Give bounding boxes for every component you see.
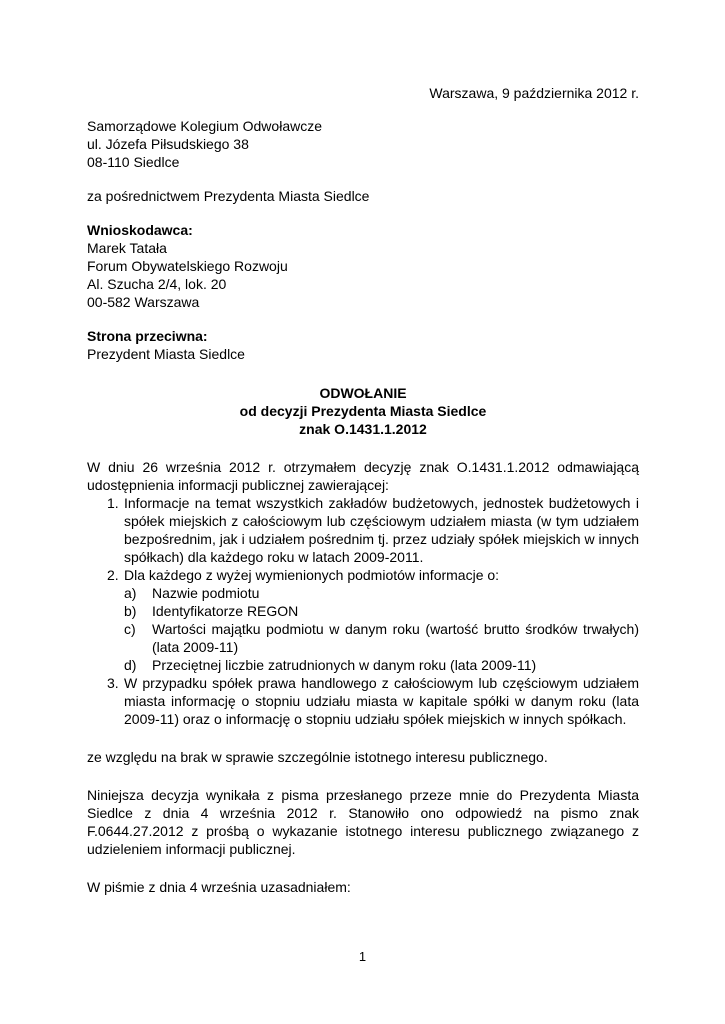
sub-list-item xyxy=(124,602,639,620)
applicant-line: Al. Szucha 2/4, lok. 20 xyxy=(87,276,227,292)
title-line: od decyzji Prezydenta Miasta Siedlce xyxy=(239,403,487,419)
list-item-number: 1. xyxy=(107,495,119,511)
justification-intro: W piśmie z dnia 4 września uzasadniałem: xyxy=(87,879,351,895)
applicant-label: Wnioskodawca: xyxy=(87,222,193,238)
sub-list-item xyxy=(124,584,639,602)
applicant-line: 00-582 Warszawa xyxy=(87,294,200,310)
applicant-line: Marek Tatała xyxy=(87,240,167,256)
opponent-label: Strona przeciwna: xyxy=(87,328,208,344)
sub-item-letter: d) xyxy=(124,657,137,673)
recipient-line: Samorządowe Kolegium Odwoławcze xyxy=(87,118,322,134)
intro-paragraph xyxy=(87,458,639,728)
title-line: ODWOŁANIE xyxy=(319,385,407,401)
opponent-line: Prezydent Miasta Siedlce xyxy=(87,346,245,362)
page-number: 1 xyxy=(358,949,367,964)
list-item xyxy=(87,494,639,566)
list-item-number: 3. xyxy=(107,675,119,691)
recipient-line: ul. Józefa Piłsudskiego 38 xyxy=(87,136,249,152)
list-item xyxy=(87,674,639,728)
opponent-block xyxy=(87,327,639,363)
sub-item-text: Identyfikatorze REGON xyxy=(152,603,299,619)
sub-item-letter: c) xyxy=(124,621,136,637)
applicant-block xyxy=(87,221,639,311)
list-item-text: W przypadku spółek prawa handlowego z całościowym lub częściowym udziałem miasta informację o stopniu udziału miasta w kapitale spółki w danym roku (lata 2009-11) oraz o informację o stopniu udziału spółek miejskich w innych spółkach. xyxy=(124,675,639,727)
list-item-text: Dla każdego z wyżej wymienionych podmiotów informacje o: xyxy=(124,567,500,583)
sub-item-text: Wartości majątku podmiotu w danym roku (wartość brutto środków trwałych) (lata 2009-11) xyxy=(152,621,639,655)
applicant-line: Forum Obywatelskiego Rozwoju xyxy=(87,258,288,274)
list-item-text: Informacje na temat wszystkich zakładów budżetowych, jednostek budżetowych i spółek miejskich z całościowym lub częściowym udziałem miasta (w tym udziałem bezpośrednim, jak i udziałem pośrednim tj. przez udziały spółek miejskich w innych spółkach) dla każdego roku w latach 2009-2011. xyxy=(124,495,639,565)
sub-item-letter: b) xyxy=(124,603,137,619)
context-paragraph: Niniejsza decyzja wynikała z pisma przesłanego przeze mnie do Prezydenta Miasta Siedlce z dnia 4 września 2012 r. Stanowiło ono odpowiedź na pismo znak F.0644.27.2012 z prośbą o wykazanie istotnego interesu publicznego związanego z udzieleniem informacji publicznej. xyxy=(87,787,639,857)
sub-list-item xyxy=(124,656,639,674)
sub-list xyxy=(124,584,639,674)
sub-list-item xyxy=(124,620,639,656)
sub-item-text: Przeciętnej liczbie zatrudnionych w danym roku (lata 2009-11) xyxy=(152,657,537,673)
list-item-number: 2. xyxy=(107,567,119,583)
sub-item-text: Nazwie podmiotu xyxy=(152,585,260,601)
list-item xyxy=(87,566,639,674)
document-page xyxy=(87,84,639,896)
via-line: za pośrednictwem Prezydenta Miasta Siedlce xyxy=(87,188,370,204)
title-line: znak O.1431.1.2012 xyxy=(299,421,427,437)
recipient-line: 08-110 Siedlce xyxy=(87,154,180,170)
date-line: Warszawa, 9 października 2012 r. xyxy=(429,85,639,101)
request-list xyxy=(87,494,639,728)
sub-item-letter: a) xyxy=(124,585,137,601)
document-title xyxy=(87,384,639,438)
intro-text: W dniu 26 września 2012 r. otrzymałem decyzję znak O.1431.1.2012 odmawiającą udostępnienia informacji publicznej zawierającej: xyxy=(87,459,639,493)
recipient-address xyxy=(87,117,639,171)
reason-paragraph: ze względu na brak w sprawie szczególnie istotnego interesu publicznego. xyxy=(87,749,548,765)
